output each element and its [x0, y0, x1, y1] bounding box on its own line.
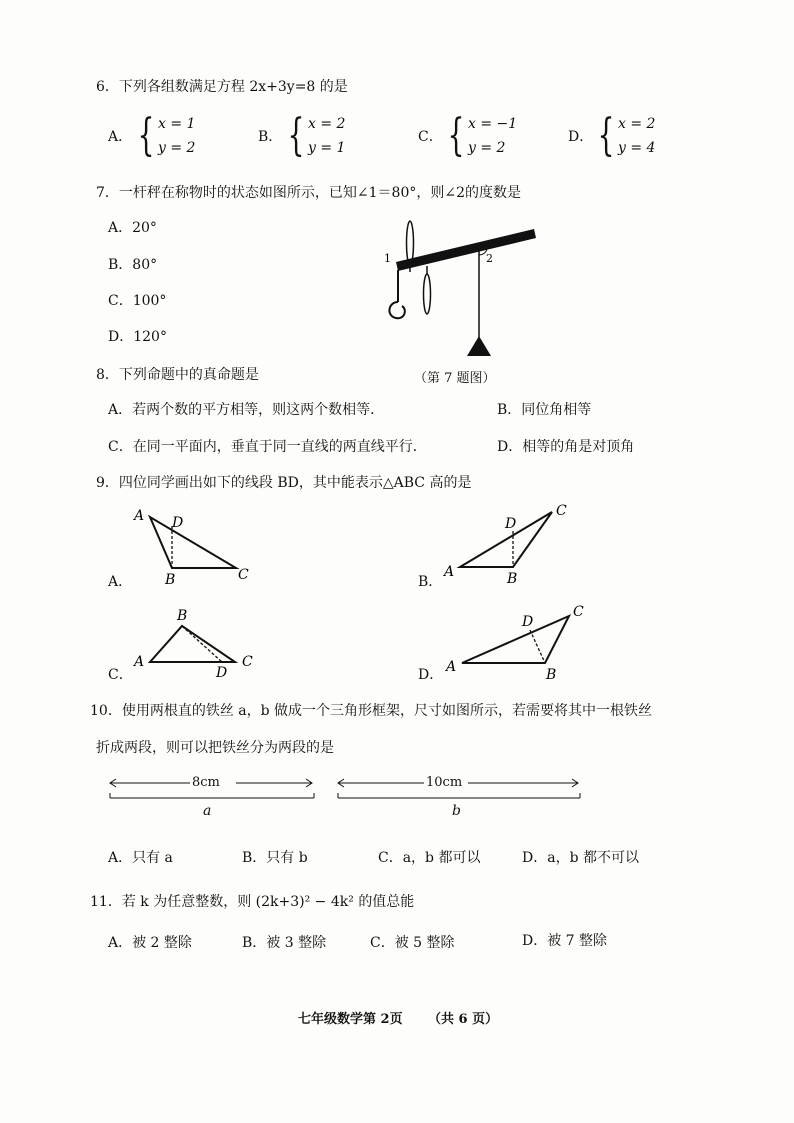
- q11-option-c: C．被 5 整除: [370, 935, 455, 951]
- q6-option-d-letter: D．: [568, 129, 594, 145]
- angle-2-label: 2: [486, 252, 493, 265]
- label-c-D: D: [216, 665, 228, 681]
- q11-option-a: A．被 2 整除: [108, 935, 192, 951]
- q9-option-a: A．: [108, 574, 133, 590]
- label-b-C: C: [556, 503, 567, 519]
- q9-option-d: D．: [418, 667, 444, 683]
- footer-total-pages: （共 6 页）: [428, 1012, 499, 1027]
- label-d-D: D: [522, 614, 534, 630]
- q7-option-b: B．80°: [108, 257, 158, 273]
- q6-option-a-line1: x = 1: [158, 116, 196, 132]
- label-d-B: B: [546, 667, 557, 683]
- q6-option-c-line2: y = 2: [468, 140, 506, 156]
- wire-a-name-label: a: [203, 803, 212, 819]
- q6-option-b-line2: y = 1: [308, 140, 346, 156]
- q11-stem-suffix: 的值总能: [358, 894, 415, 910]
- label-d-C: C: [573, 604, 584, 620]
- wire-b-length-label: 10cm: [426, 775, 463, 790]
- q11-expression: (2k+3)² − 4k²: [255, 894, 354, 910]
- label-a-D: D: [172, 515, 184, 531]
- q8-stem: 8．下列命题中的真命题是: [96, 367, 259, 383]
- q9-option-c: C．: [108, 667, 133, 683]
- q7-option-c: C．100°: [108, 293, 167, 309]
- q6-option-a-line2: y = 2: [158, 140, 196, 156]
- q6-option-b-system: { x = 2 y = 1: [287, 110, 346, 161]
- q10-option-c: C．a，b 都可以: [378, 850, 481, 866]
- q10-option-a: A．只有 a: [108, 850, 173, 866]
- q11-stem-prefix: 11．若 k 为任意整数，则: [90, 894, 252, 910]
- label-a-B: B: [165, 572, 176, 588]
- q8-option-b: B．同位角相等: [497, 402, 592, 418]
- q10-stem-line2: 折成两段，则可以把铁丝分为两段的是: [96, 740, 334, 756]
- q6-stem: 6．下列各组数满足方程 2x+3y=8 的是: [96, 79, 348, 95]
- q10-stem-line1: 10．使用两根直的铁丝 a，b 做成一个三角形框架，尺寸如图所示，若需要将其中一根铁丝: [90, 703, 653, 719]
- q6-option-c-letter: C．: [418, 129, 443, 145]
- q6-option-d-line1: x = 2: [618, 116, 656, 132]
- q6-option-a-letter: A．: [108, 129, 133, 145]
- label-b-D: D: [505, 516, 517, 532]
- label-c-B: B: [177, 608, 188, 624]
- angle-1-label: 1: [384, 252, 391, 265]
- q9-stem: 9．四位同学画出如下的线段 BD，其中能表示△ABC 高的是: [96, 475, 472, 491]
- label-c-A: A: [134, 654, 145, 670]
- q6-option-c-line1: x = −1: [468, 116, 518, 132]
- q6-option-b-line1: x = 2: [308, 116, 346, 132]
- wire-b-name-label: b: [452, 803, 461, 819]
- label-a-A: A: [134, 508, 145, 524]
- q7-stem: 7．一杆秤在称物时的状态如图所示，已知∠1＝80°，则∠2的度数是: [96, 185, 521, 201]
- q7-figure-caption: （第 7 题图）: [414, 371, 496, 386]
- label-c-C: C: [242, 654, 253, 670]
- label-d-A: A: [446, 659, 457, 675]
- q11-option-b: B．被 3 整除: [242, 935, 327, 951]
- q7-option-a: A．20°: [108, 220, 157, 236]
- q11-option-d: D．被 7 整除: [522, 933, 608, 949]
- label-b-B: B: [507, 571, 518, 587]
- q6-option-d-system: { x = 2 y = 4: [597, 110, 656, 161]
- q10-option-d: D．a，b 都不可以: [522, 850, 639, 866]
- label-b-A: A: [444, 564, 455, 580]
- q6-option-c-system: { x = −1 y = 2: [447, 110, 518, 161]
- q7-option-d: D．120°: [108, 329, 167, 345]
- wire-a-length-label: 8cm: [192, 775, 220, 790]
- q10-option-b: B．只有 b: [242, 850, 308, 866]
- q6-option-a-system: { x = 1 y = 2: [137, 110, 196, 161]
- q8-option-a: A．若两个数的平方相等，则这两个数相等．: [108, 402, 385, 418]
- q8-option-d: D．相等的角是对顶角: [497, 439, 635, 455]
- q9-option-b: B．: [418, 574, 443, 590]
- label-a-C: C: [238, 567, 249, 583]
- q6-option-d-line2: y = 4: [618, 140, 656, 156]
- footer-page-number: 七年级数学第 2页: [298, 1012, 403, 1027]
- q6-option-b-letter: B．: [258, 129, 283, 145]
- q11-stem: [90, 891, 414, 911]
- q8-option-c: C．在同一平面内，垂直于同一直线的两直线平行．: [108, 439, 427, 455]
